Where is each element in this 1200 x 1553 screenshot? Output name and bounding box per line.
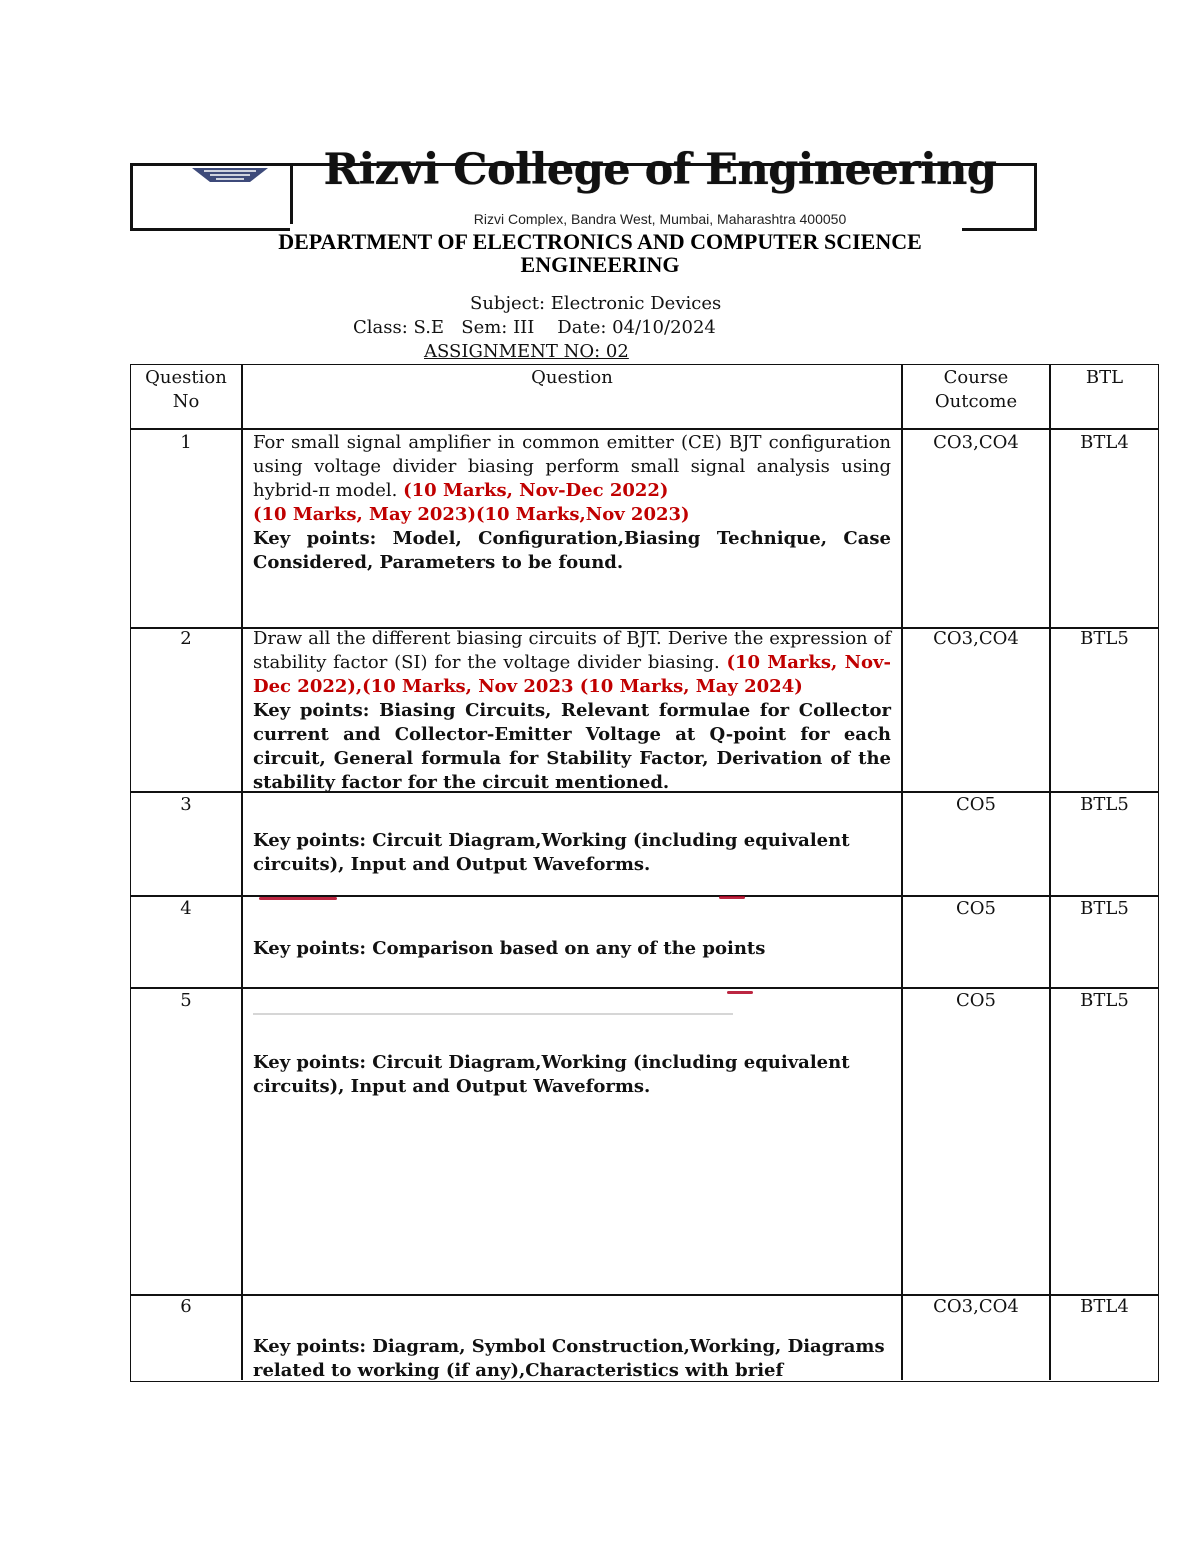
assignment-number: ASSIGNMENT NO: 02 bbox=[424, 341, 629, 362]
college-name: Rizvi College of Engineering bbox=[323, 145, 997, 195]
header-question-no bbox=[131, 366, 241, 414]
header-course-outcome-line-1: Course bbox=[943, 367, 1009, 388]
row-6-question bbox=[253, 1335, 891, 1383]
row-4-number: 4 bbox=[180, 898, 192, 919]
department-line-1: DEPARTMENT OF ELECTRONICS AND COMPUTER SCIENCE bbox=[278, 229, 922, 254]
college-logo-icon bbox=[190, 166, 270, 184]
question-table bbox=[130, 364, 1159, 1382]
department-title bbox=[130, 230, 1070, 276]
row-1-key-points: Key points: Model, Configuration,Biasing Technique, Case Considered, Parameters to be found. bbox=[253, 528, 891, 573]
row-3-course-outcome: CO5 bbox=[956, 794, 996, 815]
row-1-number: 1 bbox=[180, 432, 192, 453]
department-line-2: ENGINEERING bbox=[520, 252, 680, 277]
row-4-key-points: Key points: Comparison based on any of the points bbox=[253, 938, 766, 959]
redaction-mark bbox=[727, 991, 753, 994]
row-6-number: 6 bbox=[180, 1296, 192, 1317]
col-divider-3 bbox=[1049, 365, 1051, 1380]
class-line: Class: S.E Sem: III Date: 04/10/2024 bbox=[353, 317, 716, 338]
row-2-btl: BTL5 bbox=[1080, 628, 1129, 649]
header-question: Question bbox=[531, 367, 613, 388]
redaction-mark bbox=[719, 896, 745, 899]
row-6-course-outcome: CO3,CO4 bbox=[933, 1296, 1019, 1317]
redaction-mark bbox=[259, 897, 337, 900]
row-3-key-points: Key points: Circuit Diagram,Working (including equivalent circuits), Input and Output Waveforms. bbox=[253, 830, 850, 875]
row-6-btl: BTL4 bbox=[1080, 1296, 1129, 1317]
row-1-btl: BTL4 bbox=[1080, 432, 1129, 453]
row-divider-header bbox=[131, 428, 1158, 430]
row-5-key-points: Key points: Circuit Diagram,Working (including equivalent circuits), Input and Output Waveforms. bbox=[253, 1052, 850, 1097]
row-5-course-outcome: CO5 bbox=[956, 990, 996, 1011]
col-divider-1 bbox=[241, 365, 243, 1380]
row-5-number: 5 bbox=[180, 990, 192, 1011]
row-1-marks-2: (10 Marks, May 2023)(10 Marks,Nov 2023) bbox=[253, 504, 690, 525]
row-3-number: 3 bbox=[180, 794, 192, 815]
row-3-question bbox=[253, 829, 891, 877]
header-question-no-line-2: No bbox=[172, 391, 200, 412]
row-4-question bbox=[253, 937, 891, 961]
subject-line: Subject: Electronic Devices bbox=[470, 293, 722, 314]
col-divider-2 bbox=[901, 365, 903, 1380]
row-3-btl: BTL5 bbox=[1080, 794, 1129, 815]
row-2-question bbox=[253, 627, 891, 795]
header-btl: BTL bbox=[1085, 367, 1124, 388]
row-2-question-text: Draw all the different biasing circuits of BJT. Derive the expression of stability factor (SI) for the voltage divider biasing. bbox=[253, 628, 891, 673]
row-1-marks-1: (10 Marks, Nov-Dec 2022) bbox=[403, 480, 669, 501]
row-5-btl: BTL5 bbox=[1080, 990, 1129, 1011]
row-4-course-outcome: CO5 bbox=[956, 898, 996, 919]
header-question-no-line-1: Question bbox=[145, 367, 227, 388]
row-1-course-outcome: CO3,CO4 bbox=[933, 432, 1019, 453]
row-2-key-points: Key points: Biasing Circuits, Relevant formulae for Collector current and Collector-Emitter Voltage at Q-point for each circuit, General formula for Stability Factor, Derivation of the stability factor for the circuit mentioned. bbox=[253, 700, 891, 793]
row-6-key-points: Key points: Diagram, Symbol Construction,Working, Diagrams related to working (if any),Characteristics with brief bbox=[253, 1336, 885, 1381]
row-4-btl: BTL5 bbox=[1080, 898, 1129, 919]
header-course-outcome bbox=[903, 366, 1049, 414]
header-course-outcome-line-2: Outcome bbox=[934, 391, 1018, 412]
redaction-mark bbox=[253, 1013, 733, 1015]
row-2-number: 2 bbox=[180, 628, 192, 649]
row-5-question bbox=[253, 1051, 891, 1099]
row-2-marks: (10 Marks, Nov-Dec 2022),(10 Marks, Nov 2023 (10 Marks, May 2024) bbox=[253, 652, 891, 697]
row-1-question bbox=[253, 431, 891, 575]
row-2-course-outcome: CO3,CO4 bbox=[933, 628, 1019, 649]
college-address: Rizvi Complex, Bandra West, Mumbai, Maharashtra 400050 bbox=[473, 211, 847, 226]
row-1-question-text: For small signal amplifier in common emitter (CE) BJT configuration using voltage divider biasing perform small signal analysis using hybrid-π model. bbox=[253, 432, 891, 501]
